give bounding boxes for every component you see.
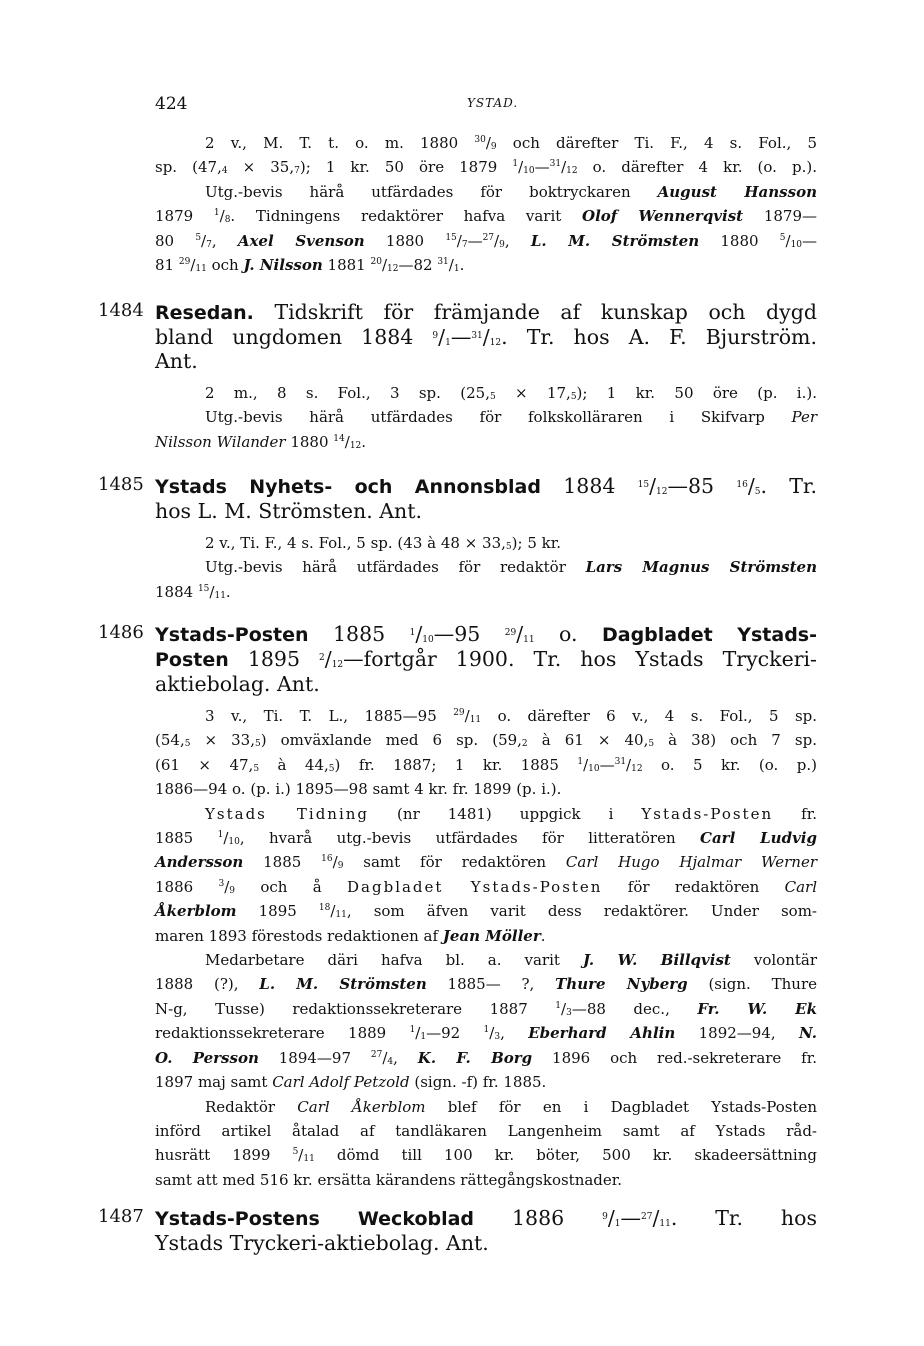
entry-title: Ystads Nyhets- och Annonsblad <box>155 476 541 498</box>
text-line: Ystads Tidning (nr 1481) uppgick i Ystads-Posten fr. <box>205 804 817 823</box>
entry-1486 <box>155 622 817 1192</box>
entry-number: 1487 <box>98 1206 144 1227</box>
text-line: 1888 (?), L. M. Strömsten 1885— ?, Thure Nyberg (sign. Thure <box>155 975 817 994</box>
entry-1485 <box>155 474 817 604</box>
text-line: O. Persson 1894—97 $^{27}/_4$, K. F. Borg 1896 och red.-sekreterare fr. <box>155 1048 818 1067</box>
page-header <box>155 94 815 118</box>
entry-1483-continuation <box>155 131 817 277</box>
text-line: 2 m., 8 s. Fol., 3 sp. $(25,_5 \times 17,_5)$; 1 kr. 50 öre (p. i.). <box>205 384 817 402</box>
text-line: Nilsson Wilander 1880 $^{14}/_{12}$. <box>155 432 367 451</box>
text-line: samt att med 516 kr. ersätta kärandens rättegångskostnader. <box>155 1170 623 1189</box>
text-line: 1884 $^{15}/_{11}$. <box>155 582 231 601</box>
text-line: Ystads Tryckeri-aktiebolag. Ant. <box>155 1231 489 1255</box>
text-line: Åkerblom 1895 $^{18}/_{11}$, som äfven varit dess redaktörer. Under som- <box>155 902 817 921</box>
text-line: 81 $^{29}/_{11}$ och J. Nilsson 1881 $^{20}/_{12}—82$ $^{31}/_1$. <box>155 256 465 275</box>
text-line: Utg.-bevis härå utfärdades för redaktör Lars Magnus Strömsten <box>205 558 817 577</box>
entry-number: 1486 <box>98 622 144 643</box>
running-title: YSTAD. <box>467 96 519 110</box>
text-line: införd artikel åtalad af tandläkaren Langenheim samt af Ystads råd- <box>155 1121 817 1140</box>
text-line: Ystads-Posten 1885 $^1/_{10}—95$ $^{29}/_{11}$ o. Dagbladet Ystads- <box>155 622 817 646</box>
text-line: N-g, Tusse) redaktionssekreterare 1887 $^1/_3—88$ dec., Fr. W. Ek <box>155 999 817 1018</box>
text-line: Redaktör Carl Åkerblom blef för en i Dagbladet Ystads-Posten <box>205 1097 817 1116</box>
text-line: Utg.-bevis härå utfärdades för folkskolläraren i Skifvarp Per <box>205 408 817 427</box>
page-number: 424 <box>155 94 188 114</box>
text-line: Posten 1895 $^2/_{12}—fortgår$ 1900. Tr. hos Ystads Tryckeri- <box>155 647 817 671</box>
text-line: 80 $^5/_7$, Axel Svenson 1880 $^{15}/_7—^{27}/_9$, L. M. Strömsten 1880 $^5/_{10}—$ <box>155 231 818 250</box>
text-line: sp. $(47,_4 \times 35,_7)$; 1 kr. 50 öre 1879 $^1/_{10}—^{31}/_{12}$ o. därefter 4 kr. (o. p.). <box>155 158 817 177</box>
text-line: Resedan. Tidskrift för främjande af kunskap och dygd <box>155 300 817 324</box>
entry-title: Ystads-Postens Weckoblad <box>155 1208 475 1230</box>
text-line: 1885 $^1/_{10}$, hvarå utg.-bevis utfärdades för litteratören Carl Ludvig <box>155 829 817 848</box>
text-line: Ant. <box>155 349 198 373</box>
text-line: maren 1893 förestods redaktionen af Jean Möller. <box>155 926 546 945</box>
text-line: redaktionssekreterare 1889 $^1/_1—92$ $^1/_3$, Eberhard Ahlin 1892—94, N. <box>155 1024 817 1043</box>
text-line: 2 v., Ti. F., 4 s. Fol., 5 sp. (43 à $48 \times 33,_5$); 5 kr. <box>205 534 562 552</box>
text-line: Ystads-Postens Weckoblad 1886 $^9/_1—^{27}/_{11}$. Tr. hos <box>155 1206 817 1230</box>
entry-1484 <box>155 300 817 454</box>
text-line: Andersson 1885 $^{16}/_9$ samt för redaktören Carl Hugo Hjalmar Werner <box>155 853 817 872</box>
text-line: 1886 $^3/_9$ och å Dagbladet Ystads-Posten för redaktören Carl <box>155 877 817 896</box>
text-line: $(54,_5 \times 33,_5)$ omväxlande med 6 sp. ($59,_2$ à $61 \times 40,_5$ à 38) och 7 sp. <box>155 731 817 750</box>
text-line: aktiebolag. Ant. <box>155 672 320 696</box>
entry-number: 1484 <box>98 300 144 321</box>
text-line: husrätt 1899 $^5/_{11}$ dömd till 100 kr. böter, 500 kr. skadeersättning <box>155 1146 817 1165</box>
entry-title: Posten <box>155 649 229 671</box>
text-line: bland ungdomen 1884 $^9/_1—^{31}/_{12}$. Tr. hos A. F. Bjurström. <box>155 325 818 349</box>
entry-number: 1485 <box>98 474 144 495</box>
text-line: 1886—94 o. (p. i.) 1895—98 samt 4 kr. fr. 1899 (p. i.). <box>155 780 562 799</box>
text-line: Medarbetare däri hafva bl. a. varit J. W. Billqvist volontär <box>205 951 817 970</box>
text-line: hos L. M. Strömsten. Ant. <box>155 499 423 523</box>
entry-title: Resedan. <box>155 302 254 324</box>
text-line: Utg.-bevis härå utfärdades för boktryckaren August Hansson <box>205 182 817 201</box>
text-line: 1897 maj samt Carl Adolf Petzold (sign. -f) fr. 1885. <box>155 1073 547 1092</box>
text-line: 2 v., M. T. t. o. m. 1880 $^{30}/_9$ och därefter Ti. F., 4 s. Fol., 5 <box>205 134 817 152</box>
text-line: 1879 $^1/_8$. Tidningens redaktörer hafva varit Olof Wennerqvist 1879— <box>155 207 817 226</box>
text-line: Ystads Nyhets- och Annonsblad 1884 $^{15}/_{12}—85$ $^{16}/_5$. Tr. <box>155 474 817 498</box>
entry-title: Dagbladet Ystads- <box>601 624 817 646</box>
text-line: ($61 \times 47,_5$ à $44,_5$) fr. 1887; 1 kr. 1885 $^1/_{10}—^{31}/_{12}$ o. 5 kr. (o. p.) <box>155 755 817 774</box>
text-line: 3 v., Ti. T. L., 1885—95 $^{29}/_{11}$ o. därefter 6 v., 4 s. Fol., 5 sp. <box>205 707 818 725</box>
entry-title: Ystads-Posten <box>155 624 309 646</box>
entry-1487 <box>155 1206 817 1255</box>
